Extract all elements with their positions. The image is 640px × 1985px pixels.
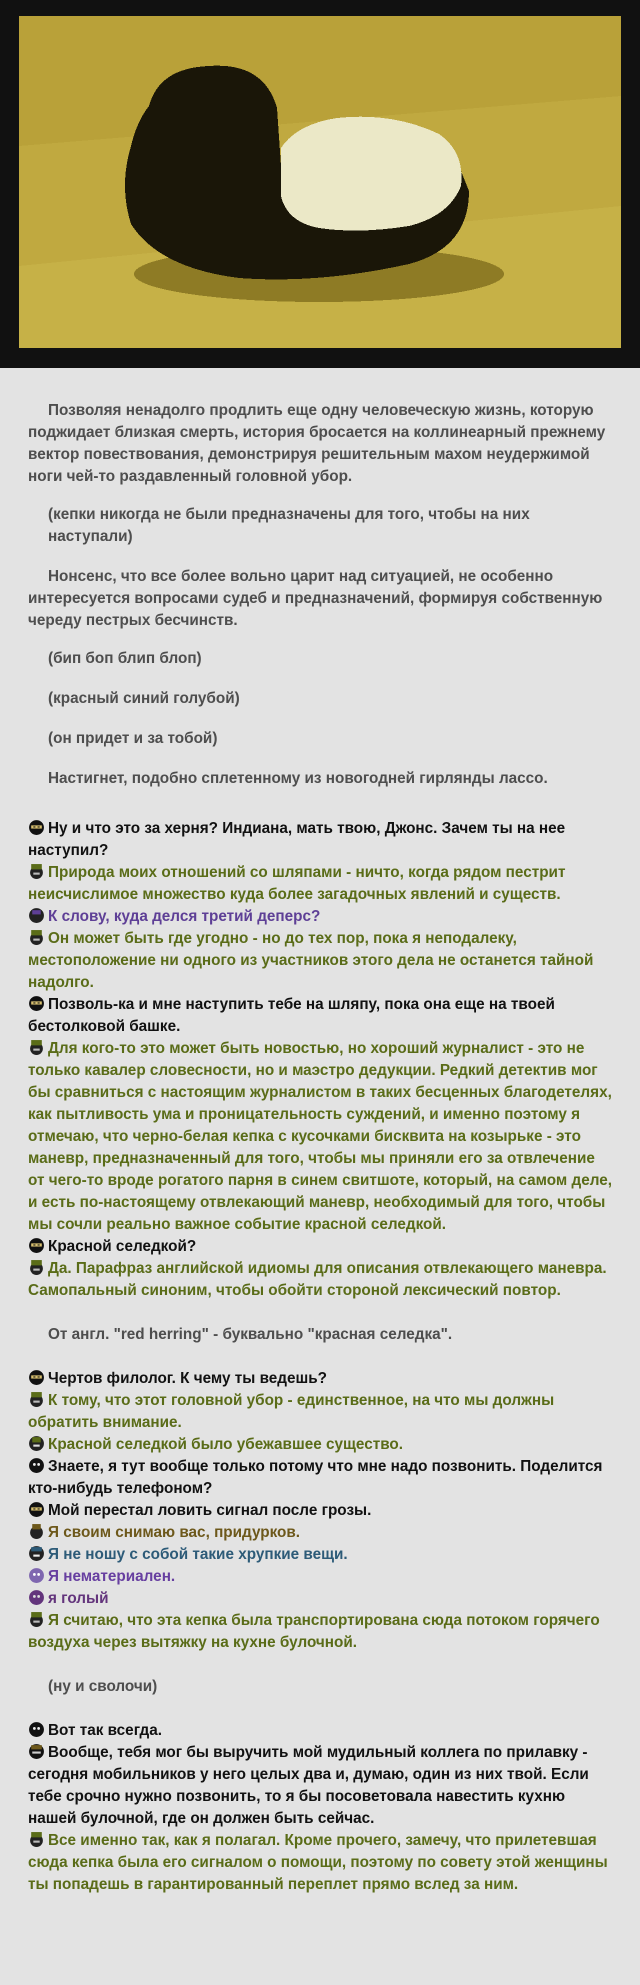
- dialogue-text: Да. Парафраз английской идиомы для описания отвлекающего маневра. Самопальный синоним, чтобы обойти стороной лексический повтор.: [28, 1260, 607, 1299]
- diamonds-droog-head-icon: [28, 1611, 45, 1628]
- green-carapace-head-icon: [28, 1435, 45, 1452]
- narration-paragraph: (ну и сволочи): [48, 1678, 158, 1695]
- dialogue-line-wv: [28, 1544, 612, 1566]
- dialogue-line-deuce: [28, 1720, 612, 1742]
- dialogue-text: Для кого-то это может быть новостью, но хороший журналист - это не только кавалер словесности, но и маэстро дедукции. Редкий детектив мог бы сравниться с настоящим журналистом в таких бесценных благодетелях, как пытливость ума и проницательность суждений, и именно поэтому я отмечаю, что черно-белая кепка с кусочками бисквита на козырьке - это маневр, предназначенный для того, чтобы мы приняли его за отвлечение от чего-то вроде рогатого парня в синем свитшоте, который, на самом деле, и есть по-настоящему отвлекающий маневр, необходимый для того, чтобы мы сочли реально важное событие красной селедкой.: [28, 1040, 612, 1233]
- jack-noir-head-icon: [28, 1501, 45, 1518]
- clubs-deuce-head-icon: [28, 1721, 45, 1738]
- dialogue-text: К слову, куда делся третий деперс?: [48, 908, 321, 925]
- dialogue-line-droog: [28, 928, 612, 994]
- dialogue-text: Знаете, я тут вообще только потому что мне надо позвонить. Поделится кто-нибудь телефоном?: [28, 1458, 603, 1497]
- narration-paragraph: (он придет и за тобой): [48, 730, 218, 747]
- dialogue-text: Позволь-ка и мне наступить тебе на шляпу, пока она еще на твоей бестолковой башке.: [28, 996, 555, 1035]
- dialogue-text: Мой перестал ловить сигнал после грозы.: [48, 1502, 372, 1519]
- dialogue-text: Я своим снимаю вас, придурков.: [48, 1524, 301, 1541]
- dialogue-line-droog: [28, 1610, 612, 1654]
- dialogue-text: я голый: [48, 1590, 109, 1607]
- dialogue-line-jack: [28, 818, 612, 862]
- dialogue-text: Все именно так, как я полагал. Кроме прочего, замечу, что прилетевшая сюда кепка была его сигналом о помощи, поэтому по совету этой женщины ты попадешь в гарантированный переплет прямо вслед за ним.: [28, 1832, 608, 1893]
- cap-white-brim: [281, 117, 462, 231]
- wayward-vagabond-head-icon: [28, 1545, 45, 1562]
- jack-noir-head-icon: [28, 1369, 45, 1386]
- diamonds-droog-head-icon: [28, 929, 45, 946]
- dialogue-line-droog: [28, 862, 612, 906]
- black-bishop-head-icon: [28, 1523, 45, 1540]
- narration-paragraph: (бип боп блип блоп): [48, 650, 202, 667]
- dialogue-line-bishop: [28, 1522, 612, 1544]
- dialogue-text: Красной селедкой?: [48, 1238, 197, 1255]
- dialogue-line-jack: [28, 1500, 612, 1522]
- narration-paragraph: (красный синий голубой): [48, 690, 240, 707]
- diamonds-droog-head-icon: [28, 1391, 45, 1408]
- comic-panel-frame: [0, 0, 640, 368]
- diamonds-droog-head-icon: [28, 1831, 45, 1848]
- dialogue-line-ghost: [28, 1566, 612, 1588]
- dialogue-text: Красной селедкой было убежавшее существо.: [48, 1436, 403, 1453]
- dialogue-text: Чертов филолог. К чему ты ведешь?: [48, 1370, 328, 1387]
- dialogue-line-slick: [28, 1434, 612, 1456]
- dialogue-text: Я считаю, что эта кепка была транспортирована сюда потоком горячего воздуха через вытяжку на кухне булочной.: [28, 1612, 600, 1651]
- dialogue-line-jack: [28, 1368, 612, 1390]
- dialogue-line-droog: [28, 1258, 612, 1302]
- dialogue-line-deuce: [28, 1456, 612, 1500]
- dialogue-line-pawn: [28, 906, 612, 928]
- jack-noir-head-icon: [28, 819, 45, 836]
- dialogue-text: К тому, что этот головной убор - единственное, на что мы должны обратить внимание.: [28, 1392, 555, 1431]
- dialogue-line-jack: [28, 994, 612, 1038]
- clubs-deuce-head-icon: [28, 1457, 45, 1474]
- narration-paragraph: От англ. "red herring" - буквально "красная селедка".: [48, 1326, 453, 1343]
- narration-paragraph: Нонсенс, что все более вольно царит над ситуацией, не особенно интересуется вопросами судеб и предназначений, формируя собственную череду пестрых бесчинств.: [28, 568, 603, 629]
- ghost-carapace-head-icon: [28, 1567, 45, 1584]
- narration-paragraph: Настигнет, подобно сплетенному из новогодней гирлянды лассо.: [48, 770, 548, 787]
- dialogue-text: Ну и что это за херня? Индиана, мать твою, Джонс. Зачем ты на нее наступил?: [28, 820, 566, 859]
- narration-paragraph: (кепки никогда не были предназначены для того, чтобы на них наступали): [48, 506, 530, 545]
- dialogue-line-droog: [28, 1038, 612, 1236]
- diamonds-droog-head-icon: [28, 1259, 45, 1276]
- dialogue-line-jack: [28, 1236, 612, 1258]
- crushed-cap-panel-image: [19, 16, 621, 348]
- dialogue-log: [28, 818, 612, 1896]
- diamonds-droog-head-icon: [28, 863, 45, 880]
- naked-carapace-head-icon: [28, 1589, 45, 1606]
- dialogue-text: Вот так всегда.: [48, 1722, 162, 1739]
- dialogue-text: Я нематериален.: [48, 1568, 176, 1585]
- dialogue-text: Природа моих отношений со шляпами - ничто, когда рядом пестрит неисчислимое множество куда более загадочных явлений и существ.: [28, 864, 566, 903]
- narration-paragraph: Позволяя ненадолго продлить еще одну человеческую жизнь, которую поджидает близкая смерть, история бросается на коллинеарный прежнему вектор повествования, демонстрируя решительным махом неудержимой ноги чей-то раздавленный головной убор.: [28, 402, 606, 485]
- dialogue-text: Вообще, тебя мог бы выручить мой мудильный коллега по прилавку - сегодня мобильников у него целых два и, думаю, один из них твой. Если тебе срочно нужно позвонить, то я бы посоветовала навестить кухню нашей булочной, где он должен быть сейчас.: [28, 1744, 589, 1827]
- dialogue-text: Он может быть где угодно - но до тех пор, пока я неподалеку, местоположение ни одного из участников этого дела не останется тайной надолго.: [28, 930, 594, 991]
- page-text: [28, 400, 616, 800]
- diamonds-droog-head-icon: [28, 1039, 45, 1056]
- dialogue-text: Я не ношу с собой такие хрупкие вещи.: [48, 1546, 348, 1563]
- jack-noir-head-icon: [28, 1237, 45, 1254]
- dialogue-line-droog: [28, 1830, 612, 1896]
- dialogue-line-nude: [28, 1588, 612, 1610]
- pipefan-head-icon: [28, 1743, 45, 1760]
- jack-noir-head-icon: [28, 995, 45, 1012]
- pawn-head-icon: [28, 907, 45, 924]
- dialogue-line-pipe: [28, 1742, 612, 1830]
- dialogue-line-droog: [28, 1390, 612, 1434]
